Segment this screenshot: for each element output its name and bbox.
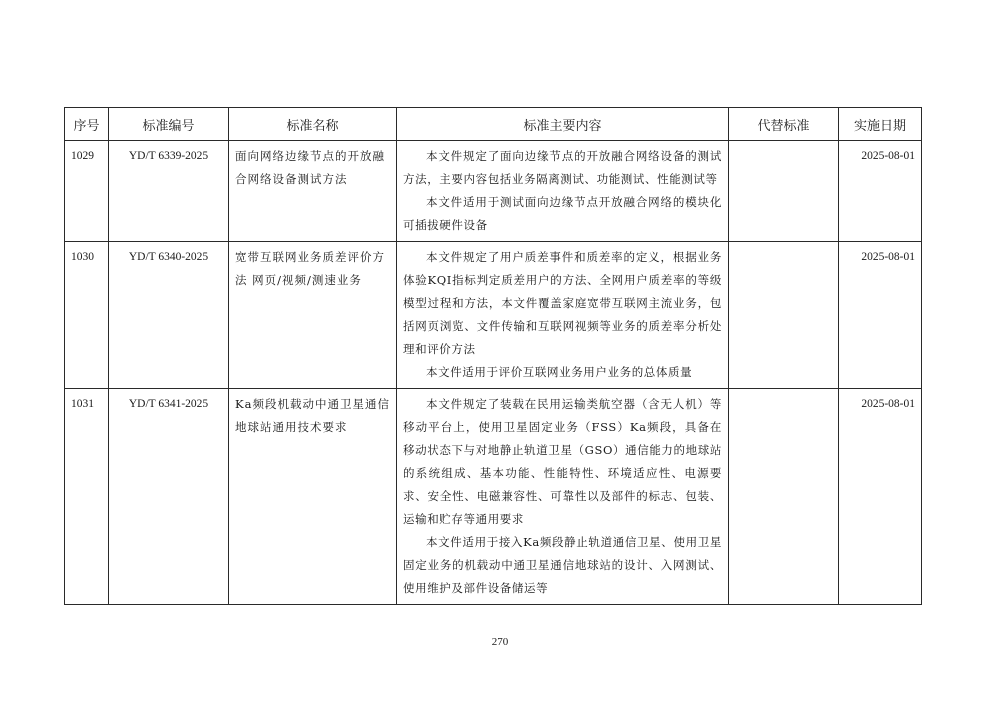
- row-code: YD/T 6339-2025: [109, 141, 229, 242]
- page-number: 270: [491, 636, 509, 648]
- row-replaces: [729, 242, 839, 389]
- row-seq: 1031: [65, 389, 109, 605]
- row-content: [397, 389, 729, 605]
- header-content: 标准主要内容: [397, 108, 729, 141]
- header-seq: 序号: [65, 108, 109, 141]
- header-date: 实施日期: [839, 108, 922, 141]
- row-name: Ka频段机载动中通卫星通信地球站通用技术要求: [229, 389, 397, 605]
- row-code: YD/T 6341-2025: [109, 389, 229, 605]
- content-paragraph: 本文件适用于评价互联网业务用户业务的总体质量: [426, 365, 693, 379]
- row-seq: 1030: [65, 242, 109, 389]
- standards-table: [64, 107, 922, 605]
- row-content: [397, 242, 729, 389]
- content-paragraph: 本文件适用于测试面向边缘节点开放融合网络的模块化可插拔硬件设备: [403, 195, 722, 232]
- content-paragraph: 本文件适用于接入Ka频段静止轨道通信卫星、使用卫星固定业务的机载动中通卫星通信地球站的设计、入网测试、使用维护及部件设备储运等: [403, 535, 722, 595]
- table-row: [65, 389, 922, 605]
- content-paragraph: 本文件规定了面向边缘节点的开放融合网络设备的测试方法，主要内容包括业务隔离测试、功能测试、性能测试等: [403, 149, 722, 186]
- row-replaces: [729, 141, 839, 242]
- header-row: [65, 108, 922, 141]
- row-content: [397, 141, 729, 242]
- table-row: [65, 242, 922, 389]
- row-date: 2025-08-01: [839, 242, 922, 389]
- header-replaces: 代替标准: [729, 108, 839, 141]
- table-row: [65, 141, 922, 242]
- row-code: YD/T 6340-2025: [109, 242, 229, 389]
- content-paragraph: 本文件规定了用户质差事件和质差率的定义，根据业务体验KQI指标判定质差用户的方法、全网用户质差率的等级模型过程和方法，本文件覆盖家庭宽带互联网主流业务，包括网页浏览、文件传输和互联网视频等业务的质差率分析处理和评价方法: [403, 250, 722, 356]
- row-name: 宽带互联网业务质差评价方法 网页/视频/测速业务: [229, 242, 397, 389]
- header-code: 标准编号: [109, 108, 229, 141]
- row-date: 2025-08-01: [839, 141, 922, 242]
- row-name: 面向网络边缘节点的开放融合网络设备测试方法: [229, 141, 397, 242]
- header-name: 标准名称: [229, 108, 397, 141]
- row-date: 2025-08-01: [839, 389, 922, 605]
- row-seq: 1029: [65, 141, 109, 242]
- content-paragraph: 本文件规定了装载在民用运输类航空器（含无人机）等移动平台上，使用卫星固定业务（FSS）Ka频段，具备在移动状态下与对地静止轨道卫星（GSO）通信能力的地球站的系统组成、基本功能、性能特性、环境适应性、电源要求、安全性、电磁兼容性、可靠性以及部件的标志、包装、运输和贮存等通用要求: [403, 397, 722, 526]
- row-replaces: [729, 389, 839, 605]
